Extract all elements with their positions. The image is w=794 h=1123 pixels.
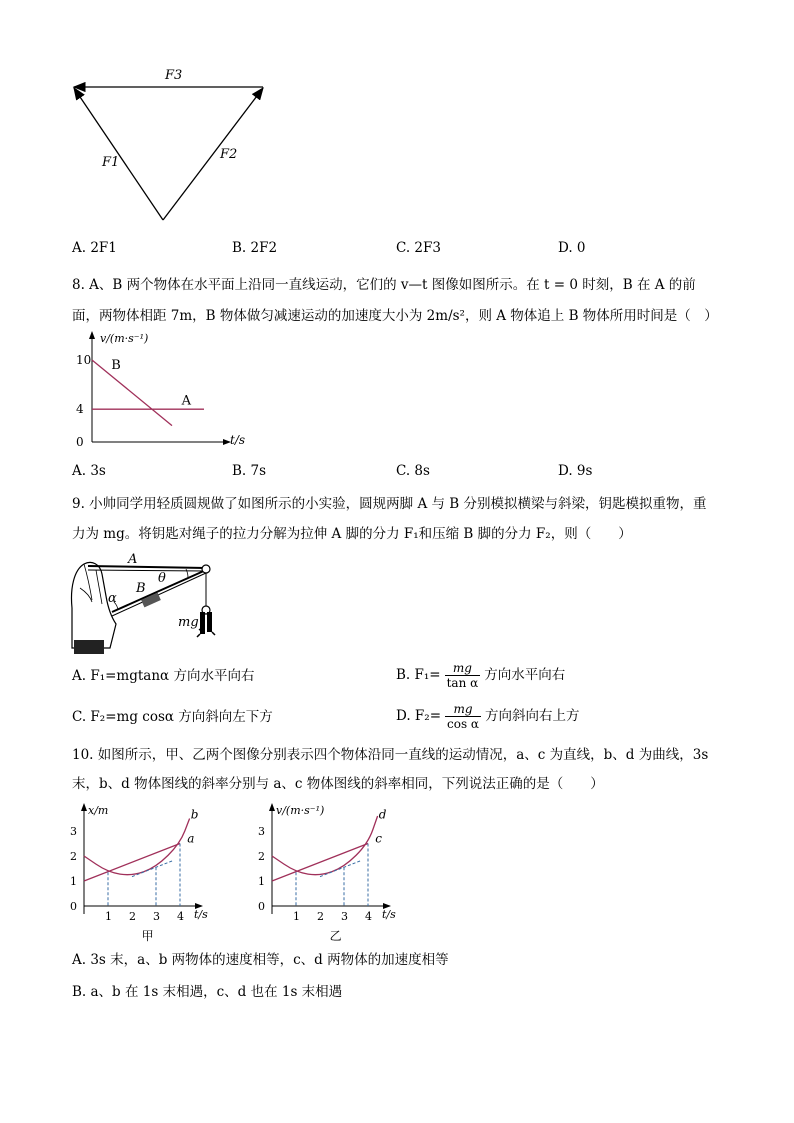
y-tick-label: 10 bbox=[76, 353, 92, 367]
q10-option-b: B. a、b 在 1s 末相遇，c、d 也在 1s 末相遇 bbox=[72, 984, 343, 1000]
q8-option-b: B. 7s bbox=[232, 463, 267, 479]
label-a: A bbox=[128, 552, 138, 567]
tangent-line bbox=[320, 861, 361, 877]
series-label-c: c bbox=[375, 831, 382, 846]
y-tick-label: 0 bbox=[258, 900, 265, 913]
series-label-a: A bbox=[181, 393, 191, 409]
fraction-denominator: tan α bbox=[446, 676, 479, 690]
q7-option-d: D. 0 bbox=[558, 240, 586, 256]
q7-option-a: A. 2F1 bbox=[72, 240, 117, 256]
q9-option-b-suffix: 方向水平向右 bbox=[484, 667, 566, 683]
x-tick-label: 4 bbox=[177, 910, 184, 923]
chart-caption: 甲 bbox=[141, 929, 154, 943]
series-line-c bbox=[272, 844, 368, 882]
y-tick-label: 2 bbox=[258, 850, 265, 863]
series-label-a: a bbox=[187, 831, 195, 846]
y-axis-label: v/(m·s⁻¹) bbox=[100, 332, 149, 345]
q9-option-d bbox=[396, 697, 580, 735]
q7-option-b: B. 2F2 bbox=[232, 240, 278, 256]
y-axis-label: x/m bbox=[88, 804, 109, 817]
label-b: B bbox=[136, 581, 146, 596]
q9-option-a: A. F₁=mgtanα 方向水平向右 bbox=[72, 668, 255, 684]
x-axis-label: t/s bbox=[194, 908, 208, 921]
vector-f2 bbox=[163, 88, 263, 220]
q8-stem-line1: 8. A、B 两个物体在水平面上沿同一直线运动，它们的 v—t 图像如图所示。在 t = 0 时刻，B 在 A 的前 bbox=[72, 277, 696, 293]
q10-option-a: A. 3s 末，a、b 两物体的速度相等，c、d 两物体的加速度相等 bbox=[72, 952, 449, 968]
series-label-b: b bbox=[190, 807, 199, 822]
compass-leg-a bbox=[88, 566, 206, 568]
x-tick-label: 4 bbox=[365, 910, 372, 923]
q9-option-d-fraction bbox=[445, 702, 481, 731]
q8-vt-chart bbox=[70, 328, 246, 458]
q8-option-a: A. 3s bbox=[72, 463, 106, 479]
q10-chart-jia bbox=[62, 800, 222, 946]
q9-option-b-fraction bbox=[445, 661, 481, 690]
tangent-line bbox=[132, 861, 173, 877]
chart-caption: 乙 bbox=[329, 929, 342, 943]
series-line-a bbox=[84, 844, 180, 882]
y-axis-label: v/(m·s⁻¹) bbox=[276, 804, 325, 817]
x-tick-label: 2 bbox=[317, 910, 324, 923]
q9-option-b-prefix: B. F₁= bbox=[396, 667, 441, 683]
y-tick-label: 0 bbox=[76, 435, 84, 449]
q9-option-d-prefix: D. F₂= bbox=[396, 708, 442, 724]
fraction-numerator: mg bbox=[445, 702, 481, 717]
q8-stem-line2: 面，两物体相距 7m，B 物体做匀减速运动的加速度大小为 2m/s²，则 A 物体追上 B 物体所用时间是（ ） bbox=[72, 308, 718, 324]
label-f2: F2 bbox=[220, 147, 238, 162]
y-tick-label: 1 bbox=[70, 875, 77, 888]
x-axis-label: t/s bbox=[230, 433, 246, 447]
vector-f1 bbox=[74, 88, 163, 220]
label-theta: θ bbox=[158, 571, 166, 586]
q9-stem-line2: 力为 mg。将钥匙对绳子的拉力分解为拉伸 A 脚的分力 F₁和压缩 B 脚的分力 F₂，则（ ） bbox=[72, 526, 632, 542]
x-tick-label: 3 bbox=[153, 910, 160, 923]
fraction-denominator: cos α bbox=[447, 717, 480, 731]
fraction-numerator: mg bbox=[445, 661, 481, 676]
x-tick-label: 1 bbox=[105, 910, 112, 923]
q8-option-c: C. 8s bbox=[396, 463, 430, 479]
q9-option-b bbox=[396, 656, 565, 694]
series-line-B bbox=[92, 360, 172, 426]
y-tick-label: 0 bbox=[70, 900, 77, 913]
x-tick-label: 1 bbox=[293, 910, 300, 923]
series-label-b: B bbox=[111, 358, 121, 374]
label-mg: mg bbox=[178, 615, 199, 630]
q9-stem-line1: 9. 小帅同学用轻质圆规做了如图所示的小实验，圆规两脚 A 与 B 分别模拟横梁与斜梁，钥匙模拟重物，重 bbox=[72, 496, 707, 512]
x-axis-label: t/s bbox=[382, 908, 396, 921]
series-label-d: d bbox=[378, 807, 387, 822]
y-tick-label: 1 bbox=[258, 875, 265, 888]
label-alpha: α bbox=[108, 591, 117, 606]
label-f1: F1 bbox=[102, 155, 120, 170]
label-f3: F3 bbox=[165, 68, 183, 83]
y-tick-label: 2 bbox=[70, 850, 77, 863]
q9-option-c: C. F₂=mg cosα 方向斜向左下方 bbox=[72, 709, 273, 725]
y-tick-label: 4 bbox=[76, 402, 84, 417]
y-tick-label: 3 bbox=[70, 825, 77, 838]
x-tick-label: 2 bbox=[129, 910, 136, 923]
q8-option-d: D. 9s bbox=[558, 463, 593, 479]
keys-drawing bbox=[197, 606, 215, 637]
q7-option-c: C. 2F3 bbox=[396, 240, 441, 256]
q10-stem-line2: 末，b、d 物体图线的斜率分别与 a、c 物体图线的斜率相同，下列说法正确的是（ ） bbox=[72, 776, 604, 792]
q10-chart-yi bbox=[250, 800, 410, 946]
q10-stem-line1: 10. 如图所示，甲、乙两个图像分别表示四个物体沿同一直线的运动情况，a、c 为直线，b、d 为曲线，3s bbox=[72, 747, 709, 763]
x-tick-label: 3 bbox=[341, 910, 348, 923]
q9-option-d-suffix: 方向斜向右上方 bbox=[485, 708, 580, 724]
force-triangle-figure bbox=[60, 60, 280, 230]
compass-keys-figure bbox=[66, 548, 226, 656]
y-tick-label: 3 bbox=[258, 825, 265, 838]
